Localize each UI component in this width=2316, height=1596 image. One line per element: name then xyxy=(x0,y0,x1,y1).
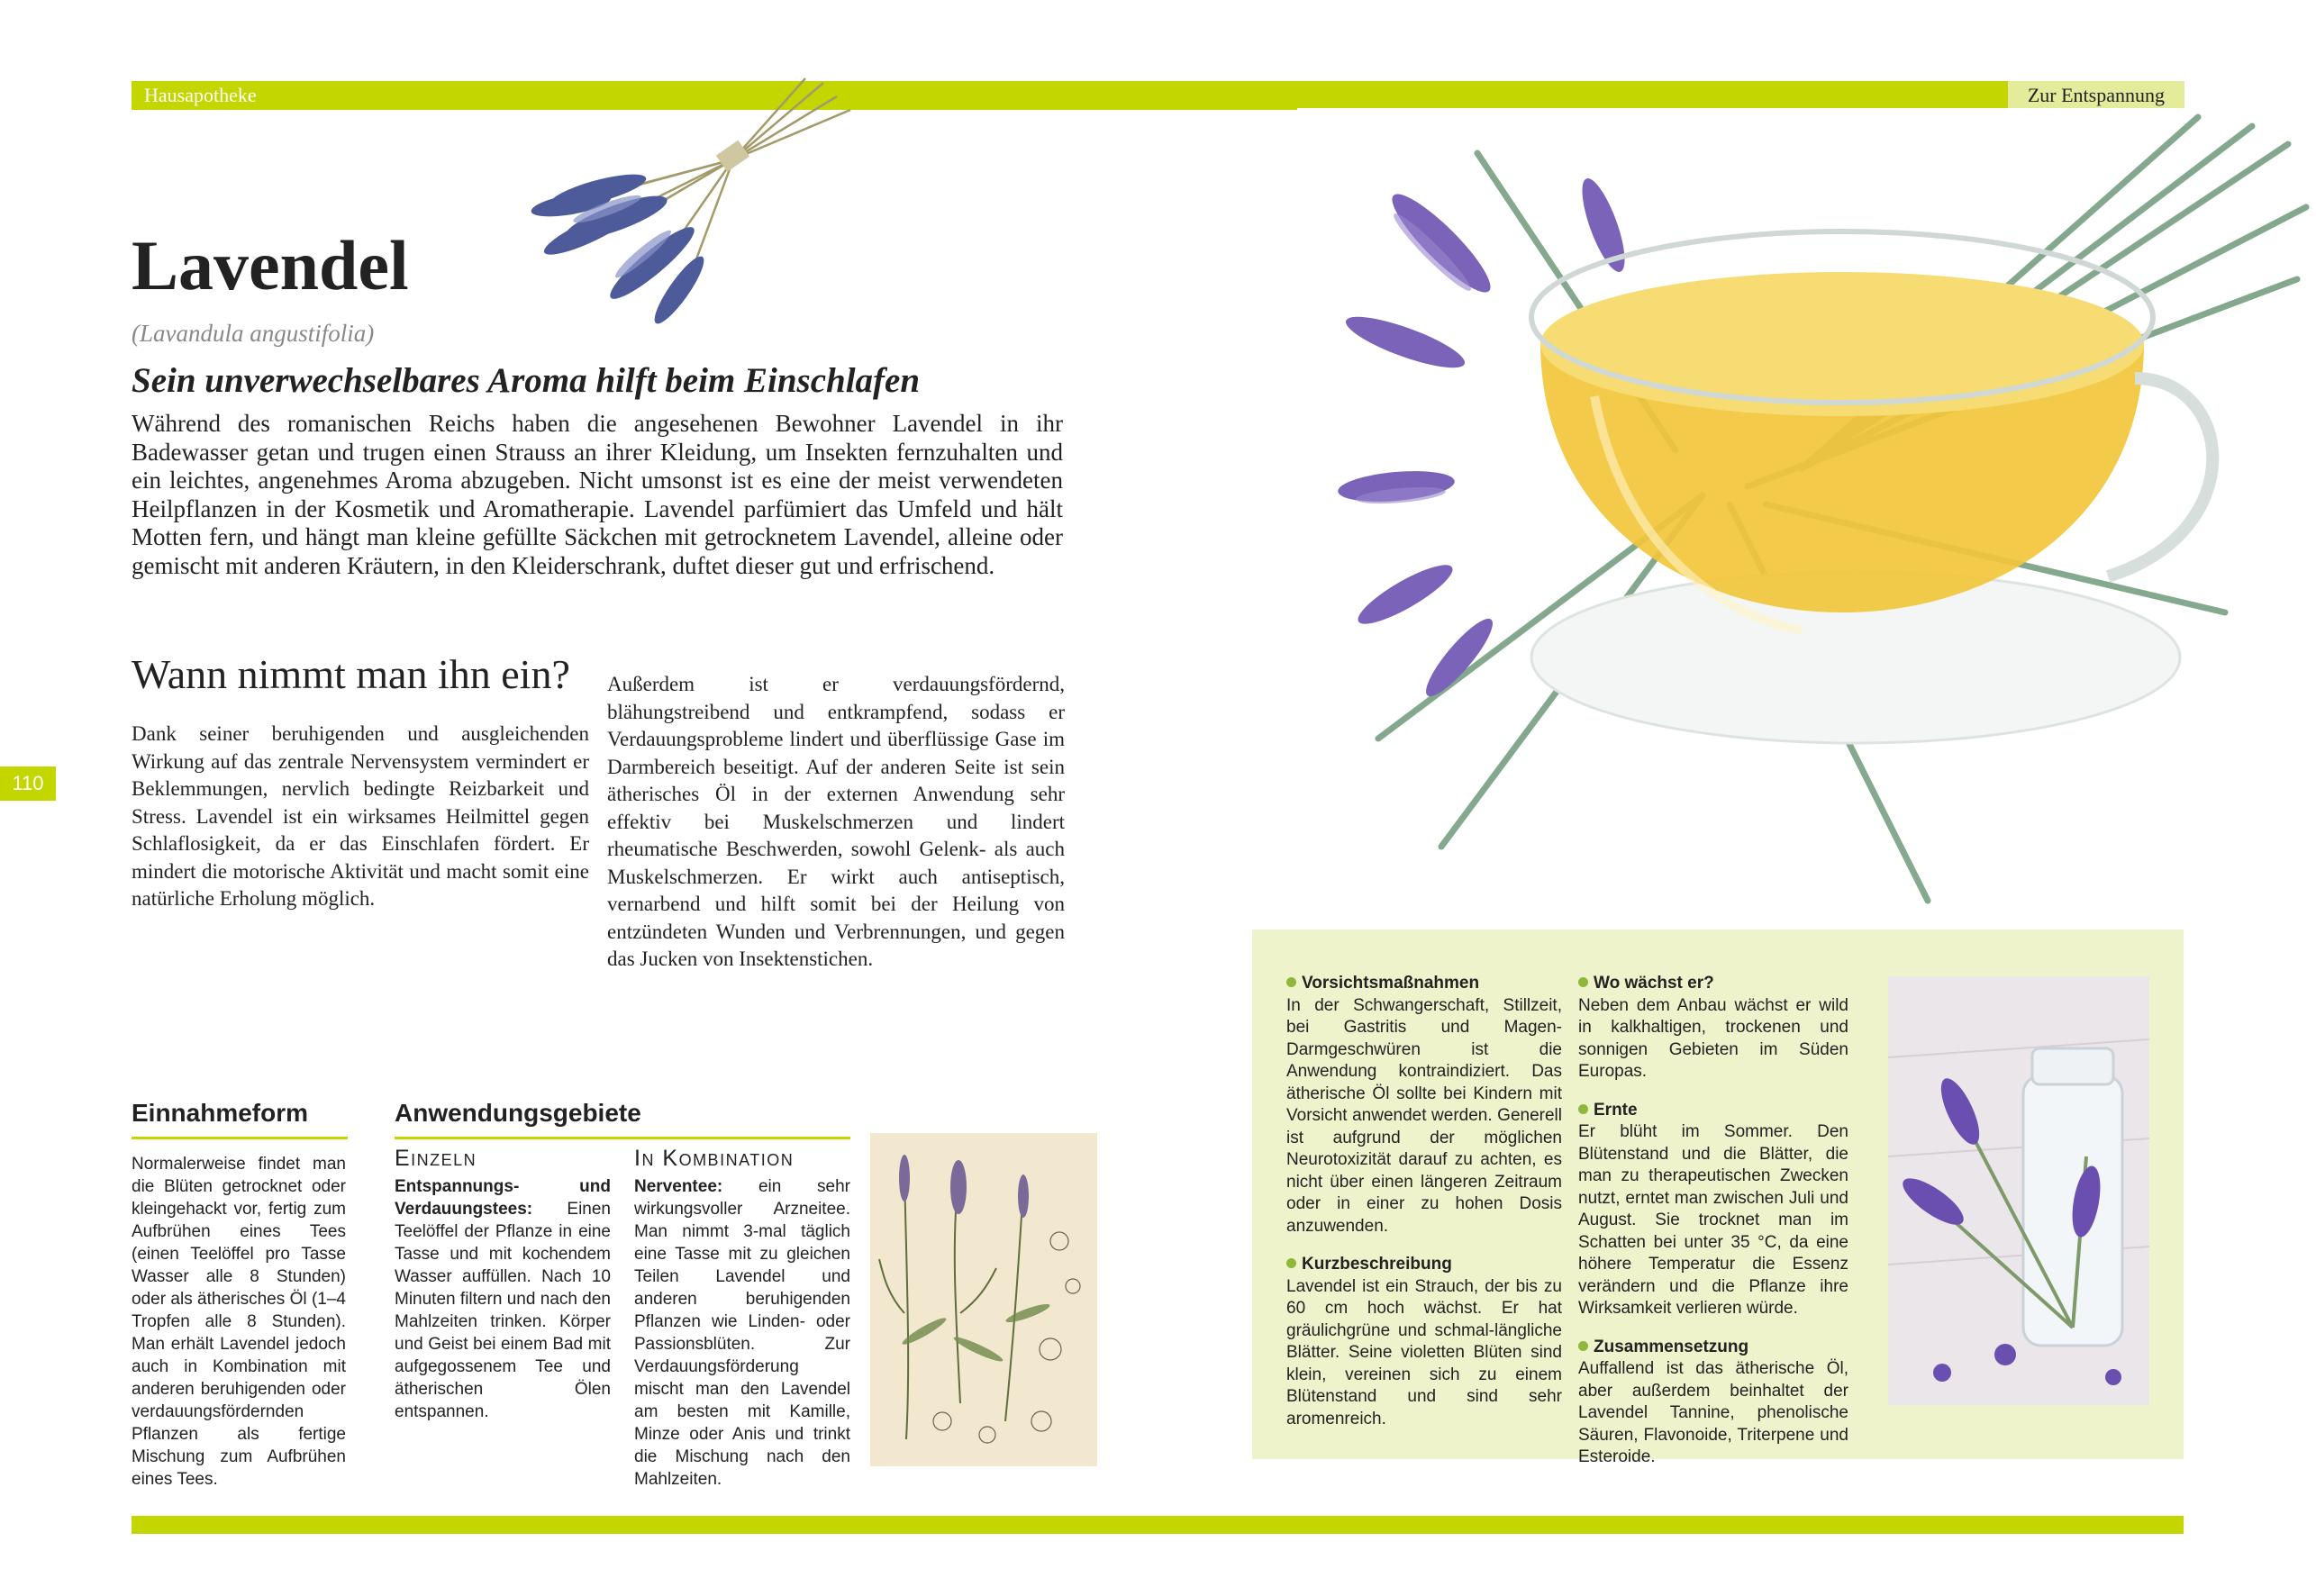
section-label-right: Zur Entspannung xyxy=(2008,81,2184,110)
bullet-icon xyxy=(1286,977,1296,987)
ernte-text: Er blüht im Sommer. Den Blütenstand und die Blätter, die man zu therapeutischen Zwecken nutzt, erntet man zwischen Juli und August. Sie trocknet man im Schatten bei unter 35 °C, da eine höhere Temperatur die Essenz verändern und die Pflanze ihre Wirksamkeit verlieren würde. xyxy=(1578,1122,1848,1318)
bullet-icon xyxy=(1578,1341,1588,1351)
kurz-text: Lavendel ist ein Strauch, der bis zu 60 cm hoch wächst. Er hat gräulichgrüne und schmal-längliche Blätter. Seine violetten Blüten sind klein, vereinen sich zu einem Blütenstand und sind sehr aromenreich. xyxy=(1286,1276,1562,1428)
top-accent-bar xyxy=(132,81,2184,110)
info-kurz xyxy=(1286,1254,1562,1430)
info-vorsicht xyxy=(1286,973,1562,1238)
einzeln-heading: Einzeln xyxy=(395,1146,477,1171)
latin-name: (Lavandula angustifolia) xyxy=(132,320,375,347)
article-subtitle: Sein unverwechselbares Aroma hilft beim Einschlafen xyxy=(132,361,921,400)
kombination-body: ein sehr wirkungsvoller Arzneitee. Man nimmt 3-mal täglich eine Tasse mit zu gleichen Teilen Lavendel und anderen beruhigenden Pflanzen wie Linden- oder Passionsblüten. Zur Verdauungsförderung mischt man den Lavendel am besten mit Kamille, Minze oder Anis und trinkt die Mischung nach den Mahlzeiten. xyxy=(634,1177,850,1489)
kombination-lead: Nerventee: xyxy=(634,1177,723,1196)
bullet-icon xyxy=(1578,977,1588,987)
lavender-bundle-image xyxy=(526,74,904,335)
intro-paragraph: Während des romanischen Reichs haben die angesehenen Bewohner Lavendel in ihr Badewasser getan und trugen einen Strauss an ihrer Kleidung, um Insekten fernzuhalten und ein leichtes, angenehmes Aroma abzugeben. Nicht umsonst ist es eine der meist verwendeten Heilpflanzen in der Kosmetik und Aromatherapie. Lavendel parfümiert das Umfeld und hält Motten fern, und hängt man kleine gefüllte Säckchen mit getrocknetem Lavendel, alleine oder gemischt mit anderen Kräutern, in den Kleiderschrank, duftet dieser gut und erfrischend. xyxy=(132,410,1063,579)
zusammen-heading-text: Zusammensetzung xyxy=(1594,1337,1749,1356)
info-zusammen xyxy=(1578,1337,1848,1469)
ernte-heading xyxy=(1578,1100,1848,1122)
einzeln-body: Einen Teelöffel der Pflanze in eine Tasse und mit kochendem Wasser auffüllen. Nach 10 Minuten filtern und nach den Mahlzeiten trinken. Körper und Geist bei einem Bad mit aufgegossenem Tee und ätherischen Ölen entspannen. xyxy=(395,1200,611,1421)
lavender-tea-photo xyxy=(1297,108,2316,919)
wo-text: Neben dem Anbau wächst er wild in kalkhaltigen, trockenen und sonnigen Gebieten im Süden Europas. xyxy=(1578,995,1848,1081)
vorsicht-text: In der Schwangerschaft, Stillzeit, bei Gastritis und Magen-Darmgeschwüren ist die Anwendung kontraindiziert. Das ätherische Öl sollte bei Kindern mit Vorsicht anwendet werden. Generell ist aufgrund der möglichen Neurotoxizität darauf zu achten, es nicht über einen längeren Zeitraum oder in einer zu hohen Dosis anzuwenden. xyxy=(1286,995,1562,1236)
article-title: Lavendel xyxy=(132,226,409,304)
info-column-1 xyxy=(1286,973,1562,1446)
kurz-heading-text: Kurzbeschreibung xyxy=(1302,1255,1452,1274)
section-label-left: Hausapotheke xyxy=(144,84,257,106)
body-column-1: Dank seiner beruhigenden und ausgleichenden Wirkung auf das zentrale Nervensystem vermindert er Beklemmungen, nervlich bedingte Reizbarkeit und Stress. Lavendel ist ein wirksames Heilmittel gegen Schlaflosigkeit, da er das Einschlafen fördert. Er mindert die motorische Aktivität und macht somit eine natürliche Erholung möglich. xyxy=(132,722,589,910)
kombination-text xyxy=(634,1175,850,1491)
einzeln-lead: Entspannungs- und Verdauungstees: xyxy=(395,1177,611,1219)
page-number-left: 110 xyxy=(0,766,56,801)
info-column-2 xyxy=(1578,973,1848,1485)
zusammen-heading xyxy=(1578,1337,1848,1359)
info-wo xyxy=(1578,973,1848,1084)
info-ernte xyxy=(1578,1100,1848,1320)
einnahmeform-text: Normalerweise findet man die Blüten getrocknet oder kleingehackt vor, fertig zum Aufbrühen eines Tees (einen Teelöffel pro Tasse Wasser alle 8 Stunden) oder als ätherisches Öl (1–4 Tropfen alle 8 Stunden). Man erhält Lavendel jedoch auch in Kombination mit anderen beruhigenden oder verdauungsfördernden Pflanzen als fertige Mischung zum Aufbrühen eines Tees. xyxy=(132,1155,346,1489)
anwendungsgebiete-heading: Anwendungsgebiete xyxy=(395,1099,850,1139)
wo-heading-text: Wo wächst er? xyxy=(1594,974,1714,993)
section-heading: Wann nimmt man ihn ein? xyxy=(132,651,570,697)
vorsicht-heading-text: Vorsichtsmaßnahmen xyxy=(1302,974,1480,993)
kurz-heading xyxy=(1286,1254,1562,1276)
bullet-icon xyxy=(1286,1258,1296,1268)
ernte-heading-text: Ernte xyxy=(1594,1100,1638,1120)
body-column-2: Außerdem ist er verdauungsfördernd, blähungstreibend und entkrampfend, sodass er Verdauungsprobleme lindert und überflüssige Gase im Darmbereich beseitigt. Auf der anderen Seite ist sein ätherisches Öl in der externen Anwendung sehr effektiv bei Muskelschmerzen und lindert rheumatische Beschwerden, sowohl Gelenk- als auch Muskelschmerzen. Er wirkt auch antiseptisch, vernarbend und hilft somit bei der Heilung von entzündeten Wunden und Verbrennungen, und gegen das Jucken von Insektenstichen. xyxy=(607,673,1065,970)
einnahmeform-heading: Einnahmeform xyxy=(132,1099,348,1139)
einzeln-text xyxy=(395,1175,611,1423)
vorsicht-heading xyxy=(1286,973,1562,995)
botanical-illustration xyxy=(870,1133,1097,1466)
wo-heading xyxy=(1578,973,1848,995)
lavender-oil-bottle-photo xyxy=(1888,976,2149,1405)
kombination-heading: In Kombination xyxy=(634,1146,795,1171)
zusammen-text: Auffallend ist das ätherische Öl, aber außerdem beinhaltet der Lavendel Tannine, phenolische Säuren, Flavonoide, Triterpene und Esteroide. xyxy=(1578,1359,1848,1466)
bottom-accent-bar xyxy=(132,1516,2184,1534)
bullet-icon xyxy=(1578,1104,1588,1114)
